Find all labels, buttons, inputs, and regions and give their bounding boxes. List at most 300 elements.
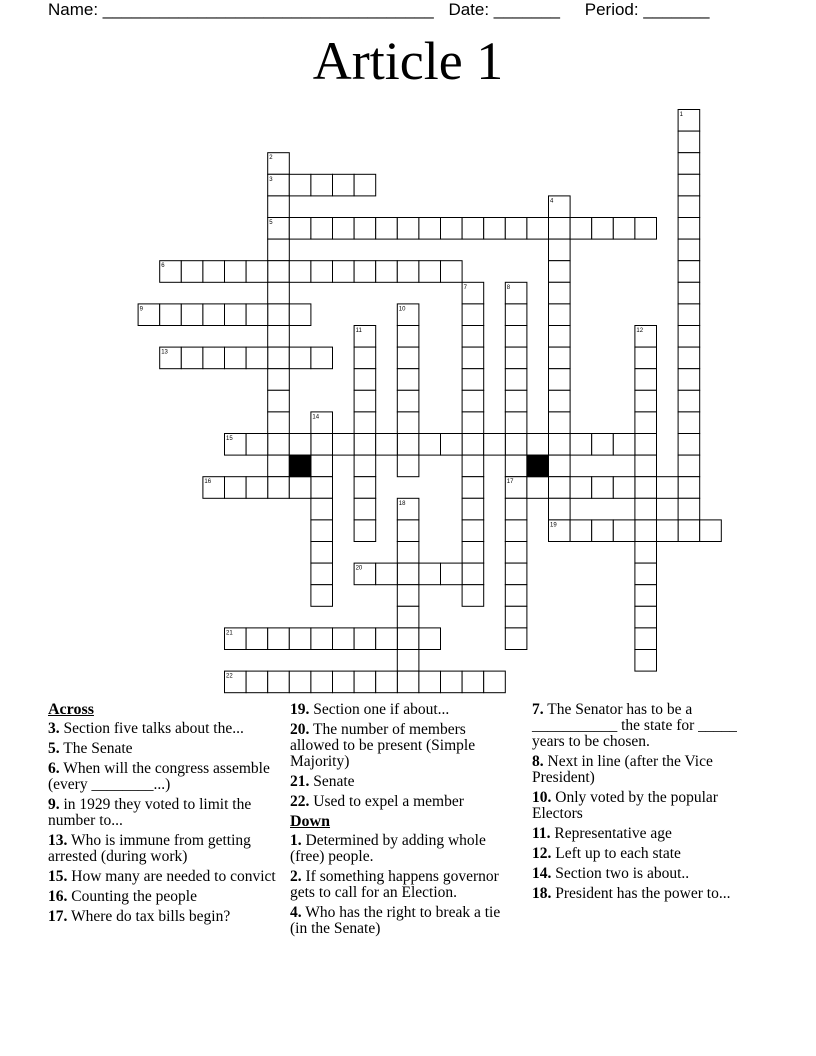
grid-cell[interactable]: [462, 455, 484, 477]
grid-cell[interactable]: [376, 563, 398, 585]
grid-cell[interactable]: [419, 671, 441, 693]
grid-cell[interactable]: [462, 347, 484, 369]
clue-across-15: [48, 869, 276, 885]
grid-cell[interactable]: [462, 304, 484, 326]
period-field-label: Period: _______: [584, 0, 710, 19]
grid-cell[interactable]: [700, 520, 722, 542]
clue-text: Who is immune from getting arrested (during work): [48, 832, 251, 865]
grid-cell[interactable]: [462, 218, 484, 240]
grid-cell[interactable]: [203, 347, 225, 369]
grid-cell[interactable]: [397, 326, 419, 348]
grid-cell[interactable]: [397, 434, 419, 456]
grid-cell[interactable]: [657, 477, 679, 499]
grid-cell[interactable]: [505, 606, 527, 628]
grid-cell[interactable]: [678, 218, 700, 240]
clue-number: 11.: [532, 825, 551, 842]
grid-cell[interactable]: [225, 261, 247, 283]
clue-text: Left up to each state: [551, 845, 681, 862]
grid-cell[interactable]: [268, 390, 290, 412]
clue-number: 14.: [532, 865, 552, 882]
grid-cell[interactable]: [549, 304, 571, 326]
cell-number-4: 4: [550, 198, 554, 205]
grid-cell[interactable]: [333, 434, 355, 456]
clue-number: 5.: [48, 740, 60, 757]
grid-cell[interactable]: [462, 520, 484, 542]
grid-cell[interactable]: [462, 434, 484, 456]
grid-cell[interactable]: [635, 477, 657, 499]
clue-across-17: [48, 909, 276, 925]
grid-cell[interactable]: [311, 174, 333, 196]
grid-cell[interactable]: [592, 477, 614, 499]
cell-number-22: 22: [226, 673, 233, 680]
grid-cell[interactable]: [462, 390, 484, 412]
grid-cell[interactable]: [462, 671, 484, 693]
grid-cell[interactable]: [678, 196, 700, 218]
cell-number-8: 8: [506, 284, 511, 291]
grid-cell[interactable]: [484, 671, 506, 693]
grid-cell[interactable]: [333, 628, 355, 650]
grid-cell[interactable]: [592, 218, 614, 240]
grid-cell[interactable]: [246, 628, 268, 650]
grid-cell[interactable]: [592, 434, 614, 456]
grid-cell[interactable]: [549, 218, 571, 240]
grid-cell[interactable]: [397, 390, 419, 412]
grid-cell[interactable]: [635, 542, 657, 564]
down-clues-continued: [532, 702, 762, 906]
grid-cell[interactable]: [289, 174, 311, 196]
down-heading: Down: [290, 813, 331, 830]
grid-cell[interactable]: [613, 434, 635, 456]
grid-cell[interactable]: [678, 390, 700, 412]
grid-cell[interactable]: [441, 563, 463, 585]
clue-text: Who has the right to break a tie (in the Senate): [290, 904, 501, 937]
clue-text: The number of members allowed to be present (Simple Majority): [290, 721, 476, 770]
grid-cell[interactable]: [505, 585, 527, 607]
clue-number: 12.: [532, 845, 552, 862]
grid-cell[interactable]: [678, 477, 700, 499]
grid-cell[interactable]: [419, 261, 441, 283]
grid-cell[interactable]: [635, 585, 657, 607]
grid-cell[interactable]: [268, 304, 290, 326]
grid-cell[interactable]: [397, 218, 419, 240]
across-clues: [48, 702, 276, 929]
clue-across-19: [290, 702, 518, 718]
grid-cell[interactable]: [268, 434, 290, 456]
grid-cell[interactable]: [441, 261, 463, 283]
grid-cell[interactable]: [289, 434, 311, 456]
cell-number-17: 17: [506, 479, 514, 486]
clue-text: When will the congress assemble (every ________...): [48, 760, 270, 793]
across-clues-continued: [290, 702, 518, 941]
clue-down-4: [290, 905, 518, 937]
grid-cell[interactable]: [397, 347, 419, 369]
grid-cell[interactable]: [462, 326, 484, 348]
clue-text: President has the power to...: [551, 885, 731, 902]
grid-cell[interactable]: [635, 563, 657, 585]
grid-cell[interactable]: [505, 326, 527, 348]
grid-cell[interactable]: [246, 671, 268, 693]
cell-number-6: 6: [161, 263, 165, 270]
grid-cell[interactable]: [397, 455, 419, 477]
grid-cell[interactable]: [462, 412, 484, 434]
grid-cell[interactable]: [311, 542, 333, 564]
grid-cell[interactable]: [268, 326, 290, 348]
cell-number-16: 16: [204, 479, 212, 486]
grid-cell[interactable]: [225, 477, 247, 499]
grid-cell[interactable]: [549, 239, 571, 261]
grid-cell[interactable]: [311, 628, 333, 650]
grid-cell[interactable]: [354, 628, 376, 650]
grid-cell[interactable]: [311, 218, 333, 240]
clue-down-14: [532, 866, 762, 882]
grid-cell[interactable]: [419, 563, 441, 585]
grid-cell[interactable]: [268, 671, 290, 693]
clue-text: Next in line (after the Vice President): [532, 753, 713, 786]
grid-cell[interactable]: [505, 542, 527, 564]
grid-cell[interactable]: [376, 434, 398, 456]
grid-cell[interactable]: [570, 477, 592, 499]
grid-cell[interactable]: [635, 218, 657, 240]
grid-cell[interactable]: [678, 434, 700, 456]
grid-cell[interactable]: [505, 369, 527, 391]
grid-cell[interactable]: [505, 390, 527, 412]
clue-text: Senate: [309, 773, 355, 790]
grid-cell[interactable]: [635, 498, 657, 520]
grid-cell[interactable]: [505, 304, 527, 326]
grid-cell[interactable]: [289, 477, 311, 499]
clue-down-8: [532, 754, 762, 786]
name-field-label: Name: ___________________________________: [48, 0, 434, 19]
grid-cell[interactable]: [397, 650, 419, 672]
grid-cell[interactable]: [635, 520, 657, 542]
grid-cell[interactable]: [635, 412, 657, 434]
grid-cell[interactable]: [678, 131, 700, 153]
cell-number-5: 5: [269, 220, 273, 226]
grid-cell[interactable]: [354, 261, 376, 283]
clue-text: Only voted by the popular Electors: [532, 789, 718, 822]
grid-cell[interactable]: [462, 498, 484, 520]
grid-cell[interactable]: [505, 218, 527, 240]
grid-cell[interactable]: [462, 563, 484, 585]
grid-cell[interactable]: [397, 261, 419, 283]
grid-cell[interactable]: [311, 347, 333, 369]
grid-cell[interactable]: [397, 585, 419, 607]
grid-cell[interactable]: [441, 218, 463, 240]
grid-cell[interactable]: [333, 218, 355, 240]
grid-cell[interactable]: [376, 218, 398, 240]
grid-cell[interactable]: [268, 261, 290, 283]
grid-cell[interactable]: [419, 628, 441, 650]
grid-cell[interactable]: [527, 218, 549, 240]
grid-cell[interactable]: [570, 434, 592, 456]
cell-number-9: 9: [139, 306, 143, 313]
grid-cell[interactable]: [333, 174, 355, 196]
grid-cell[interactable]: [397, 520, 419, 542]
grid-cell[interactable]: [527, 477, 549, 499]
grid-cell[interactable]: [635, 606, 657, 628]
clue-down-1: [290, 833, 518, 865]
cell-number-13: 13: [161, 349, 168, 356]
grid-cell[interactable]: [549, 282, 571, 304]
grid-cell[interactable]: [635, 434, 657, 456]
clue-number: 22.: [290, 793, 310, 810]
grid-cell[interactable]: [354, 174, 376, 196]
cell-number-20: 20: [355, 565, 363, 572]
cell-number-21: 21: [226, 630, 233, 637]
clue-text: Section five talks about the...: [59, 720, 244, 737]
clue-number: 6.: [48, 760, 60, 777]
grid-cell[interactable]: [181, 304, 203, 326]
cell-number-11: 11: [355, 328, 362, 334]
grid-cell[interactable]: [354, 218, 376, 240]
grid-cell[interactable]: [354, 455, 376, 477]
cell-number-19: 19: [550, 522, 557, 529]
grid-cell[interactable]: [246, 304, 268, 326]
grid-cell[interactable]: [397, 671, 419, 693]
grid-cell[interactable]: [268, 369, 290, 391]
grid-cell[interactable]: [549, 261, 571, 283]
grid-cell[interactable]: [203, 261, 225, 283]
grid-cell[interactable]: [268, 239, 290, 261]
grid-cell[interactable]: [311, 671, 333, 693]
grid-cell[interactable]: [549, 412, 571, 434]
grid-cell[interactable]: [505, 455, 527, 477]
grid-cell[interactable]: [549, 477, 571, 499]
grid-cell[interactable]: [311, 455, 333, 477]
grid-cell[interactable]: [462, 477, 484, 499]
grid-cell[interactable]: [246, 347, 268, 369]
grid-cell[interactable]: [376, 628, 398, 650]
grid-cell[interactable]: [678, 455, 700, 477]
grid-cell[interactable]: [549, 347, 571, 369]
grid-cell[interactable]: [505, 520, 527, 542]
date-field-label: Date: _______: [448, 0, 560, 19]
grid-cell[interactable]: [354, 477, 376, 499]
grid-cell[interactable]: [268, 455, 290, 477]
grid-cell[interactable]: [354, 347, 376, 369]
grid-cell[interactable]: [354, 369, 376, 391]
grid-cell[interactable]: [225, 304, 247, 326]
grid-cell[interactable]: [678, 520, 700, 542]
clue-across-20: [290, 722, 518, 770]
clue-number: 3.: [48, 720, 60, 737]
grid-cell[interactable]: [549, 369, 571, 391]
grid-cell[interactable]: [484, 434, 506, 456]
grid-cell[interactable]: [570, 520, 592, 542]
cell-number-14: 14: [312, 414, 320, 421]
grid-cell[interactable]: [289, 671, 311, 693]
clue-number: 19.: [290, 701, 310, 718]
clue-text: How many are needed to convict: [67, 868, 276, 885]
grid-cell[interactable]: [505, 412, 527, 434]
grid-cell[interactable]: [419, 434, 441, 456]
grid-cell[interactable]: [657, 520, 679, 542]
grid-cell[interactable]: [635, 369, 657, 391]
grid-cell[interactable]: [570, 218, 592, 240]
grid-cell[interactable]: [397, 542, 419, 564]
grid-cell[interactable]: [246, 434, 268, 456]
grid-cell[interactable]: [505, 434, 527, 456]
grid-cell[interactable]: [311, 498, 333, 520]
across-heading: Across: [48, 701, 94, 718]
grid-cell[interactable]: [678, 347, 700, 369]
cell-number-7: 7: [463, 284, 467, 291]
grid-cell[interactable]: [268, 347, 290, 369]
clue-number: 7.: [532, 701, 544, 718]
grid-cell[interactable]: [376, 671, 398, 693]
clue-number: 9.: [48, 796, 60, 813]
grid-cell[interactable]: [549, 498, 571, 520]
grid-cell[interactable]: [613, 477, 635, 499]
clue-across-9: [48, 797, 276, 829]
grid-cell[interactable]: [289, 347, 311, 369]
grid-cell[interactable]: [441, 434, 463, 456]
clue-number: 8.: [532, 753, 544, 770]
grid-cell[interactable]: [419, 218, 441, 240]
grid-cell[interactable]: [549, 455, 571, 477]
grid-cell[interactable]: [678, 153, 700, 175]
grid-cell[interactable]: [635, 347, 657, 369]
clue-down-18: [532, 886, 762, 902]
grid-cell[interactable]: [289, 304, 311, 326]
grid-cell[interactable]: [678, 326, 700, 348]
grid-cell[interactable]: [441, 671, 463, 693]
grid-cell[interactable]: [376, 261, 398, 283]
grid-cell[interactable]: [397, 369, 419, 391]
grid-cell[interactable]: [397, 412, 419, 434]
grid-cell[interactable]: [635, 455, 657, 477]
grid-cell[interactable]: [333, 671, 355, 693]
grid-cell[interactable]: [354, 412, 376, 434]
grid-cell[interactable]: [462, 585, 484, 607]
grid-cell[interactable]: [613, 218, 635, 240]
clue-text: If something happens governor gets to call for an Election.: [290, 868, 499, 901]
clue-across-6: [48, 761, 276, 793]
clue-number: 15.: [48, 868, 68, 885]
clue-across-3: [48, 721, 276, 737]
grid-cell[interactable]: [354, 671, 376, 693]
grid-cell[interactable]: [678, 304, 700, 326]
clue-text: Section two is about..: [551, 865, 690, 882]
cell-number-3: 3: [269, 176, 273, 183]
grid-cell[interactable]: [635, 390, 657, 412]
clue-number: 13.: [48, 832, 68, 849]
clue-text: The Senate: [59, 740, 133, 757]
cell-number-2: 2: [269, 155, 273, 162]
grid-cell[interactable]: [505, 628, 527, 650]
grid-cell[interactable]: [354, 390, 376, 412]
grid-cell[interactable]: [225, 347, 247, 369]
grid-cell[interactable]: [397, 628, 419, 650]
clue-number: 18.: [532, 885, 552, 902]
clue-number: 17.: [48, 908, 68, 925]
grid-cell[interactable]: [635, 628, 657, 650]
cell-number-12: 12: [636, 328, 644, 334]
grid-cell[interactable]: [505, 563, 527, 585]
grid-cell[interactable]: [160, 304, 182, 326]
grid-cell[interactable]: [484, 218, 506, 240]
clue-across-16: [48, 889, 276, 905]
grid-cell[interactable]: [268, 477, 290, 499]
grid-cell[interactable]: [268, 196, 290, 218]
grid-cell[interactable]: [311, 520, 333, 542]
grid-cell[interactable]: [397, 606, 419, 628]
clue-down-2: [290, 869, 518, 901]
grid-cell[interactable]: [549, 434, 571, 456]
grid-cell[interactable]: [354, 520, 376, 542]
grid-cell[interactable]: [268, 282, 290, 304]
grid-cell[interactable]: [246, 477, 268, 499]
clue-text: Representative age: [550, 825, 672, 842]
grid-cell[interactable]: [203, 304, 225, 326]
grid-cell[interactable]: [354, 498, 376, 520]
grid-cell[interactable]: [246, 261, 268, 283]
clue-number: 20.: [290, 721, 310, 738]
grid-cell[interactable]: [505, 347, 527, 369]
grid-cell[interactable]: [181, 261, 203, 283]
cell-number-10: 10: [398, 306, 406, 313]
grid-cell[interactable]: [289, 218, 311, 240]
clue-text: in 1929 they voted to limit the number to...: [48, 796, 252, 829]
grid-cell[interactable]: [311, 261, 333, 283]
grid-cell[interactable]: [462, 369, 484, 391]
grid-cell[interactable]: [311, 585, 333, 607]
grid-cell[interactable]: [354, 434, 376, 456]
clue-text: Used to expel a member: [309, 793, 464, 810]
grid-cell[interactable]: [678, 174, 700, 196]
clue-number: 21.: [290, 773, 310, 790]
grid-cell[interactable]: [678, 412, 700, 434]
grid-cell[interactable]: [311, 477, 333, 499]
clue-down-12: [532, 846, 762, 862]
grid-cell[interactable]: [592, 520, 614, 542]
grid-cell[interactable]: [505, 498, 527, 520]
clue-text: Determined by adding whole (free) people.: [290, 832, 486, 865]
page-title: Article 1: [312, 31, 504, 91]
grid-cell[interactable]: [289, 261, 311, 283]
clue-across-22: [290, 794, 518, 810]
grid-cell[interactable]: [549, 390, 571, 412]
cell-number-18: 18: [398, 500, 406, 507]
clue-number: 1.: [290, 832, 302, 849]
grid-cell[interactable]: [333, 261, 355, 283]
grid-cell[interactable]: [289, 628, 311, 650]
grid-cell[interactable]: [527, 434, 549, 456]
clue-number: 4.: [290, 904, 302, 921]
grid-cell[interactable]: [268, 412, 290, 434]
grid-cell[interactable]: [635, 650, 657, 672]
clue-across-21: [290, 774, 518, 790]
grid-cell[interactable]: [678, 498, 700, 520]
grid-cell[interactable]: [613, 520, 635, 542]
clue-text: Where do tax bills begin?: [67, 908, 231, 925]
grid-cell[interactable]: [311, 563, 333, 585]
grid-cell[interactable]: [311, 434, 333, 456]
grid-cell[interactable]: [462, 542, 484, 564]
black-cell: [289, 455, 311, 477]
clue-down-7: [532, 702, 762, 750]
grid-cell[interactable]: [268, 628, 290, 650]
grid-cell[interactable]: [678, 261, 700, 283]
grid-cell[interactable]: [678, 369, 700, 391]
grid-cell[interactable]: [678, 239, 700, 261]
clue-down-11: [532, 826, 762, 842]
grid-cell[interactable]: [397, 563, 419, 585]
grid-cell[interactable]: [549, 326, 571, 348]
grid-cell[interactable]: [181, 347, 203, 369]
clue-number: 10.: [532, 789, 552, 806]
grid-cell[interactable]: [678, 282, 700, 304]
